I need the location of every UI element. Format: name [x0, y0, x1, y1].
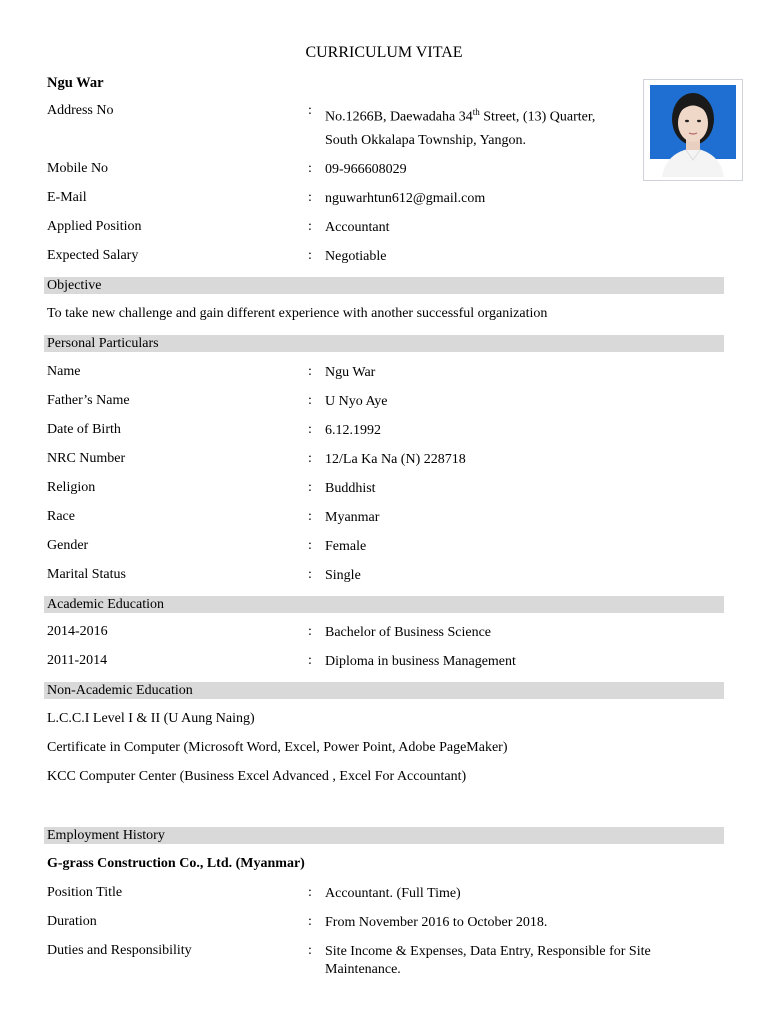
employment-row — [47, 943, 727, 983]
personal-row — [47, 480, 727, 500]
objective-text: To take new challenge and gain different experience with another successful organization — [47, 306, 548, 321]
personal-row — [47, 393, 727, 413]
expected-salary-row — [47, 248, 727, 268]
colon: : — [308, 422, 312, 437]
field-value: Myanmar — [325, 510, 380, 525]
email-value: nguwarhtun612@gmail.com — [325, 191, 486, 206]
section-title: Employment History — [47, 828, 165, 843]
section-title: Objective — [47, 278, 102, 293]
list-item: KCC Computer Center (Business Excel Advanced , Excel For Accountant) — [47, 769, 467, 784]
academic-row — [47, 624, 727, 644]
personal-row — [47, 364, 727, 384]
address-row — [47, 103, 727, 123]
field-value: Site Income & Expenses, Data Entry, Responsible for Site Maintenance. — [325, 944, 651, 977]
field-value: Single — [325, 568, 361, 583]
applied-position-row — [47, 219, 727, 239]
address-label: Address No — [47, 103, 114, 118]
personal-row — [47, 451, 727, 471]
colon: : — [308, 567, 312, 582]
field-label: Father’s Name — [47, 393, 130, 408]
mobile-label: Mobile No — [47, 161, 109, 176]
colon: : — [308, 103, 312, 118]
personal-row — [47, 567, 727, 587]
colon: : — [308, 509, 312, 524]
field-value: Accountant. (Full Time) — [325, 886, 461, 901]
objective-section-header — [44, 277, 724, 294]
academic-row — [47, 653, 727, 673]
non-academic-section-header — [44, 682, 724, 699]
field-value: From November 2016 to October 2018. — [325, 915, 548, 930]
academic-section-header — [44, 596, 724, 613]
personal-row — [47, 538, 727, 558]
field-value: Buddhist — [325, 481, 376, 496]
address-row-2 — [47, 132, 727, 152]
colon: : — [308, 248, 312, 263]
candidate-name-heading: Ngu War — [47, 75, 104, 91]
employment-section-header — [44, 827, 724, 844]
email-label: E-Mail — [47, 190, 87, 205]
address-line-2: South Okkalapa Township, Yangon. — [325, 133, 526, 148]
field-label: 2011-2014 — [47, 653, 108, 668]
field-label: Date of Birth — [47, 422, 121, 437]
employment-row — [47, 914, 727, 934]
field-value: 12/La Ka Na (N) 228718 — [325, 452, 466, 467]
page-title: CURRICULUM VITAE — [305, 44, 463, 61]
mobile-row — [47, 161, 727, 181]
colon: : — [308, 219, 312, 234]
personal-section-header — [44, 335, 724, 352]
field-value: Diploma in business Management — [325, 654, 516, 669]
field-value: Female — [325, 539, 367, 554]
field-label: Marital Status — [47, 567, 126, 582]
section-title: Non-Academic Education — [47, 683, 193, 698]
colon: : — [308, 653, 312, 668]
email-row — [47, 190, 727, 210]
colon: : — [308, 624, 312, 639]
company-name: G-grass Construction Co., Ltd. (Myanmar) — [47, 856, 305, 871]
colon: : — [308, 914, 312, 929]
field-label: Gender — [47, 538, 89, 553]
field-label: Race — [47, 509, 75, 524]
field-label: Duration — [47, 914, 97, 929]
personal-row — [47, 422, 727, 442]
list-item: L.C.C.I Level I & II (U Aung Naing) — [47, 711, 255, 726]
colon: : — [308, 451, 312, 466]
field-label: Religion — [47, 480, 96, 495]
list-item: Certificate in Computer (Microsoft Word, Excel, Power Point, Adobe PageMaker) — [47, 740, 508, 755]
colon: : — [308, 190, 312, 205]
field-label: Name — [47, 364, 81, 379]
colon: : — [308, 538, 312, 553]
section-title: Personal Particulars — [47, 336, 159, 351]
section-title: Academic Education — [47, 597, 165, 612]
colon: : — [308, 943, 312, 958]
field-label: 2014-2016 — [47, 624, 108, 639]
colon: : — [308, 885, 312, 900]
employment-row — [47, 885, 727, 905]
applied-position-label: Applied Position — [47, 219, 142, 234]
field-value: 6.12.1992 — [325, 423, 381, 438]
field-label: NRC Number — [47, 451, 126, 466]
personal-row — [47, 509, 727, 529]
field-value: Bachelor of Business Science — [325, 625, 492, 640]
expected-salary-label: Expected Salary — [47, 248, 139, 263]
colon: : — [308, 480, 312, 495]
field-label: Position Title — [47, 885, 123, 900]
field-label: Duties and Responsibility — [47, 943, 192, 958]
colon: : — [308, 393, 312, 408]
field-value: U Nyo Aye — [325, 394, 388, 409]
applied-position-value: Accountant — [325, 220, 390, 235]
expected-salary-value: Negotiable — [325, 249, 387, 264]
field-value: Ngu War — [325, 365, 376, 380]
mobile-value: 09-966608029 — [325, 162, 407, 177]
address-line-1: No.1266B, Daewadaha 34th Street, (13) Quarter, — [325, 107, 596, 125]
colon: : — [308, 364, 312, 379]
colon: : — [308, 161, 312, 176]
